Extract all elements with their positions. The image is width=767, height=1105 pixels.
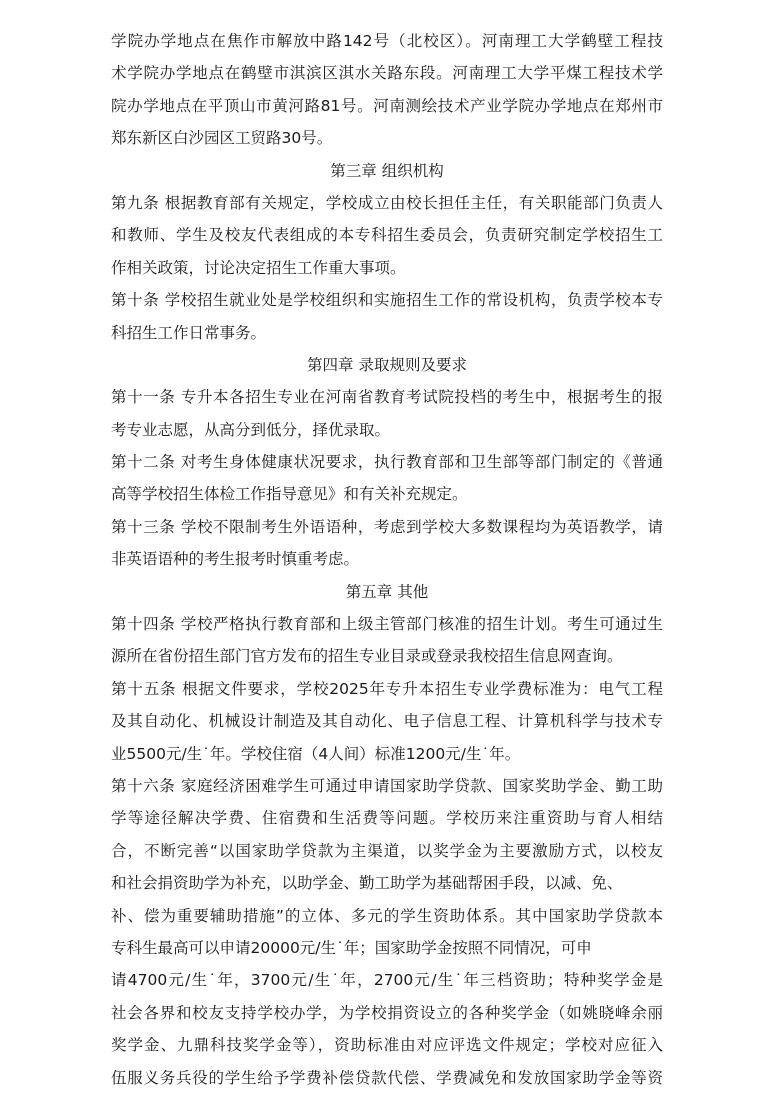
- text-line: 非英语语种的考生报考时慎重考虑。: [111, 550, 360, 569]
- text-line: 第十四条 学校严格执行教育部和上级主管部门核准的招生计划。考生可通过生: [111, 615, 663, 634]
- text-line: 学院办学地点在焦作市解放中路142号（北校区）。河南理工大学鹤壁工程技: [111, 32, 663, 50]
- text-line: 第十条 学校招生就业处是学校组织和实施招生工作的常设机构，负责学校本专: [111, 291, 663, 310]
- text-line: 专科生最高可以申请20000元/生˙年；国家助学金按照不同情况，可申: [111, 938, 592, 957]
- text-line: 第十三条 学校不限制考生外语语种，考虑到学校大多数课程均为英语教学，请: [111, 517, 663, 536]
- text-line: 学等途径解决学费、住宿费和生活费等问题。学校历来注重资助与育人相结: [111, 809, 663, 828]
- text-line: 补、偿为重要辅助措施”的立体、多元的学生资助体系。其中国家助学贷款本: [111, 906, 663, 925]
- text-line: 社会各界和校友支持学校办学，为学校捐资设立的各种奖学金（如姚晓峰余丽: [111, 1003, 663, 1022]
- text-line: 院办学地点在平顶山市黄河路81号。河南测绘技术产业学院办学地点在郑州市: [111, 96, 663, 115]
- text-line: 第十五条 根据文件要求，学校2025年专升本招生专业学费标准为：电气工程: [111, 679, 663, 698]
- text-line: 奖学金、九鼎科技奖学金等），资助标准由对应评选文件规定；学校对应征入: [111, 1036, 663, 1055]
- text-line: 和社会捐资助学为补充，以助学金、勤工助学为基础帮困手段，以减、免、: [111, 874, 623, 893]
- text-line: 第十六条 家庭经济困难学生可通过申请国家助学贷款、国家奖助学金、勤工助: [111, 776, 663, 795]
- text-line: 高等学校招生体检工作指导意见》和有关补充规定。: [111, 485, 468, 504]
- text-line: 源所在省份招生部门官方发布的招生专业目录或登录我校招生信息网查询。: [111, 647, 623, 666]
- text-line: 伍服义务兵役的学生给予学费补偿贷款代偿、学费减免和发放国家助学金等资: [111, 1068, 663, 1087]
- text-line: 术学院办学地点在鹤壁市淇滨区淇水关路东段。河南理工大学平煤工程技术学: [111, 64, 663, 83]
- text-line: 第十一条 专升本各招生专业在河南省教育考试院投档的考生中，根据考生的报: [111, 388, 663, 407]
- text-line: 郑东新区白沙园区工贸路30号。: [111, 129, 333, 148]
- text-line: 考专业志愿，从高分到低分，择优录取。: [111, 420, 391, 439]
- text-line: 请4700元/生˙年，3700元/生˙年，2700元/生˙年三档资助；特种奖学金是: [111, 971, 663, 990]
- chapter-heading: 第三章 组织机构: [330, 161, 444, 180]
- text-line: 作相关政策，讨论决定招生工作重大事项。: [111, 258, 406, 277]
- text-line: 业5500元/生˙年。学校住宿（4人间）标准1200元/生˙年。: [111, 744, 521, 763]
- text-line: 科招生工作日常事务。: [111, 323, 267, 342]
- text-line: 合，不断完善“以国家助学贷款为主渠道，以奖学金为主要激励方式，以校友: [111, 841, 663, 860]
- text-line: 第十二条 对考生身体健康状况要求，执行教育部和卫生部等部门制定的《普通: [111, 453, 663, 472]
- chapter-heading: 第四章 录取规则及要求: [307, 355, 467, 374]
- text-line: 和教师、学生及校友代表组成的本专科招生委员会，负责研究制定学校招生工: [111, 226, 663, 245]
- chapter-heading: 第五章 其他: [345, 582, 429, 601]
- text-line: 第九条 根据教育部有关规定，学校成立由校长担任主任，有关职能部门负责人: [111, 193, 663, 212]
- text-line: 及其自动化、机械设计制造及其自动化、电子信息工程、计算机科学与技术专: [111, 712, 663, 731]
- document-page: [111, 25, 663, 1094]
